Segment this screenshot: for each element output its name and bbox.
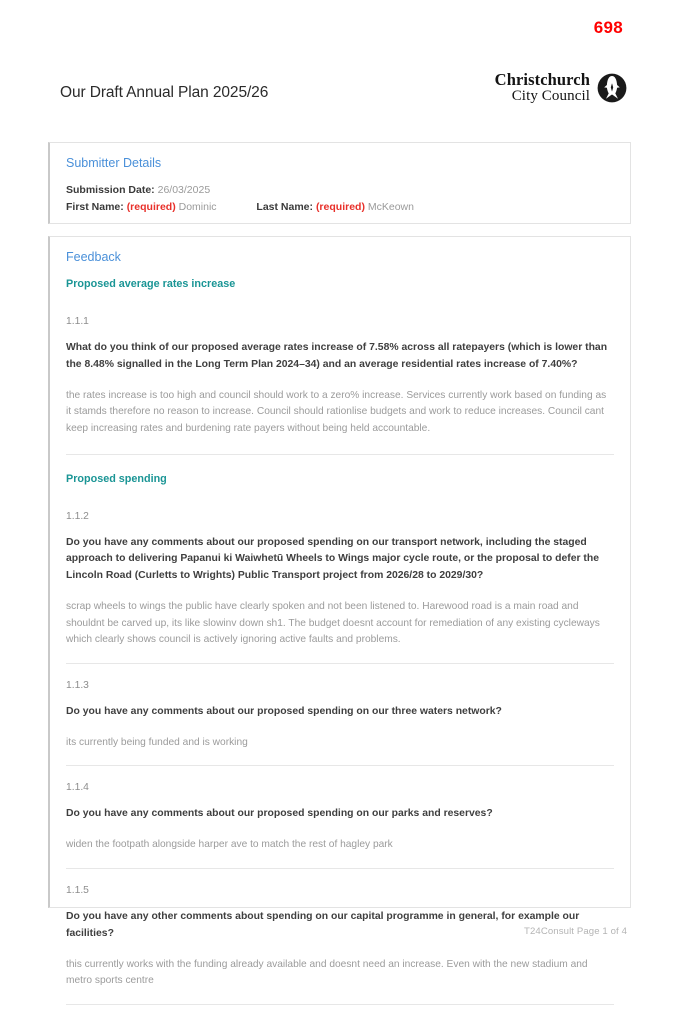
- last-name-required-marker: (required): [315, 201, 365, 213]
- item-divider: [66, 663, 614, 664]
- document-header: [60, 72, 627, 120]
- first-name-required-marker: (required): [126, 201, 176, 213]
- page-footer: T24Consult Page 1 of 4: [524, 926, 627, 937]
- submitter-details-heading: Submitter Details: [66, 156, 162, 170]
- feedback-item: [66, 316, 614, 438]
- question-text: Do you have any other comments about spending on our capital programme in general, for example our facilities?: [66, 910, 580, 939]
- question-text: Do you have any comments about our proposed spending on our transport network, including the staged approach to delivering Papanui ki Waiwhetū Wheels to Wings major cycle route, or the proposal to defer the Lincoln Road (Curletts to Wrights) Public Transport project from 2026/28 to 2029/30?: [66, 536, 599, 582]
- question-number: 1.1.1: [66, 316, 89, 327]
- section-heading-rates: Proposed average rates increase: [66, 278, 236, 290]
- answer-text: the rates increase is too high and council should work to a zero% increase. Services currently work based on funding as it stamds therefore no reason to increase. Council should rationlise budgets and work to reduce increases. Council cant keep increasing rates and burdening rate payers without being held accountable.: [66, 389, 607, 434]
- section-divider: [66, 454, 614, 455]
- submission-date-row: [66, 184, 614, 196]
- feedback-heading: Feedback: [66, 250, 121, 264]
- item-divider: [66, 868, 614, 869]
- council-logo: [495, 72, 627, 104]
- question-text: What do you think of our proposed average rates increase of 7.58% across all ratepayers (which is lower than the 8.48% signalled in the Long Term Plan 2024–34) and an average residential rates increase of 7.40%?: [66, 342, 608, 370]
- logo-wordmark: [495, 72, 590, 104]
- question-text: Do you have any comments about our proposed spending on our parks and reserves?: [66, 808, 493, 820]
- question-number: 1.1.4: [66, 782, 89, 794]
- submission-date-value: 26/03/2025: [157, 184, 211, 196]
- answer-text: scrap wheels to wings the public have clearly spoken and not been listened to. Harewood road is a main road and shouldnt be carved up, its like slowinv down sh1. The budget doesnt account for remediation of any existing cycleways which clearly shows council is actively ignoring active faults and problems.: [66, 601, 600, 646]
- answer-text: widen the footpath alongside harper ave to match the rest of hagley park: [66, 839, 393, 851]
- page-title: Our Draft Annual Plan 2025/26: [60, 84, 269, 101]
- question-number: 1.1.5: [66, 884, 89, 896]
- first-name-value: Dominic: [178, 201, 217, 213]
- first-name-label: First Name:: [66, 201, 124, 213]
- feedback-item: [66, 680, 614, 751]
- feedback-item: [66, 511, 614, 649]
- answer-text: its currently being funded and is working: [66, 736, 248, 748]
- feedback-item: [66, 782, 614, 853]
- section-heading-spending: Proposed spending: [66, 472, 167, 485]
- last-name-value: McKeown: [367, 201, 414, 213]
- last-name-label: Last Name:: [256, 201, 314, 213]
- name-row: [66, 201, 614, 213]
- logo-line-city-council: City Council: [511, 87, 590, 104]
- council-emblem-icon: [597, 73, 627, 103]
- reference-number: 698: [593, 18, 623, 37]
- question-text: Do you have any comments about our proposed spending on our three waters network?: [66, 705, 502, 717]
- item-divider: [66, 1004, 614, 1005]
- question-number: 1.1.3: [66, 679, 89, 691]
- submission-date-label: Submission Date:: [66, 184, 155, 196]
- submitter-details-card: [48, 142, 631, 224]
- question-number: 1.1.2: [66, 510, 89, 522]
- item-divider: [66, 765, 614, 766]
- feedback-item: [66, 885, 614, 990]
- answer-text: this currently works with the funding already available and doesnt need an increase. Even with the new stadium and metro sports centre: [66, 958, 588, 987]
- logo-line-christchurch: Christchurch: [494, 70, 590, 89]
